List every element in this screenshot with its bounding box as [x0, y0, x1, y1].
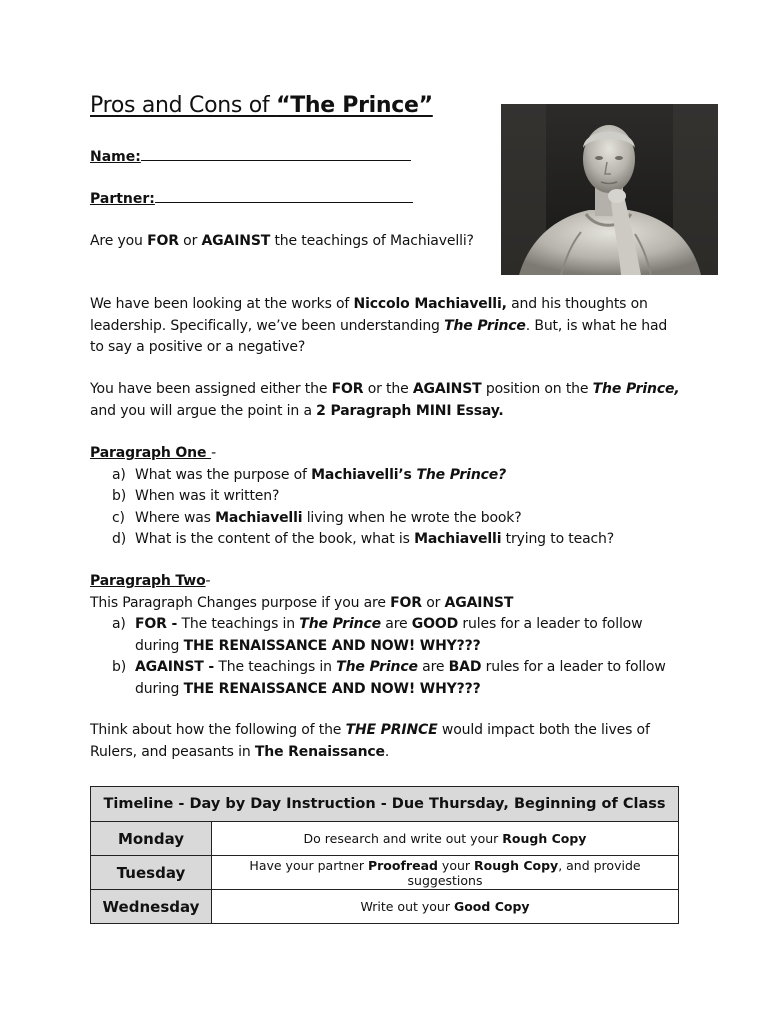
task-cell [212, 856, 679, 890]
task-bold-2: Rough Copy [474, 857, 559, 873]
assign-mini-essay: 2 Paragraph MINI Essay. [316, 402, 504, 419]
think-renaissance: The Renaissance [254, 743, 385, 760]
assign-line-2 [90, 401, 680, 423]
task-cell [212, 890, 679, 924]
intro-the-prince: The Prince [444, 317, 526, 334]
list-item [90, 614, 680, 657]
intro-t1: We have been looking at the works of [90, 296, 354, 312]
list-item [90, 529, 650, 551]
assign-t2: or the [363, 381, 413, 397]
item-text-2: are [417, 659, 449, 675]
paragraph-two-section [90, 571, 680, 700]
list-marker: a) [112, 466, 126, 483]
item-text-2: living when he wrote the book? [302, 509, 522, 526]
paragraph-one-heading [90, 443, 650, 465]
list-item [90, 465, 650, 487]
task-text-3: , and provide suggestions [407, 857, 641, 888]
p2-heading-text: Paragraph Two [90, 573, 206, 589]
day-cell: Wednesday [91, 890, 212, 924]
assign-against: AGAINST [412, 381, 482, 397]
task-bold: Rough Copy [502, 831, 587, 846]
intro-line-1 [90, 294, 667, 316]
intro-t5: to say a positive or a negative? [90, 339, 306, 355]
item-text: What is the content of the book, what is [135, 531, 415, 547]
item-bold: Machiavelli’s [311, 466, 417, 483]
task-text-2: your [437, 857, 475, 873]
p2-intro-t2: or [421, 594, 445, 611]
assign-the-prince: The Prince, [592, 381, 680, 397]
intro-t3: leadership. Specifically, we’ve been understanding [90, 317, 445, 334]
list-item [90, 486, 650, 508]
list-item [90, 508, 650, 530]
title-bold: “The Prince” [276, 93, 433, 118]
statue-illustration [501, 104, 718, 275]
item-text: Where was [135, 509, 216, 526]
assign-t1: You have been assigned either the [90, 381, 332, 397]
list-marker: c) [112, 509, 125, 526]
item-text-2: are [380, 616, 412, 632]
intro-machiavelli: Niccolo Machiavelli, [353, 296, 507, 312]
question-t2: or [178, 233, 202, 249]
think-line-1 [90, 720, 650, 742]
task-text: Have your partner [249, 857, 368, 873]
p2-intro-for: FOR [390, 594, 422, 611]
question-text [90, 231, 474, 253]
item-text: The teachings in [177, 616, 300, 632]
item-line-1 [135, 657, 680, 679]
task-bold: Proofread [367, 857, 438, 873]
item-text: When was it written? [135, 488, 280, 504]
p2-intro-against: AGAINST [444, 594, 514, 611]
paragraph-two-list [90, 614, 680, 700]
question-t1: Are you [90, 233, 148, 249]
partner-label: Partner: [90, 191, 155, 207]
day-cell: Tuesday [91, 856, 212, 890]
name-blank-line[interactable] [141, 146, 411, 161]
name-field[interactable] [90, 146, 411, 165]
assignment-paragraph [90, 379, 680, 422]
item-bold-italic: The Prince? [416, 466, 507, 483]
item-line-2 [135, 636, 680, 658]
intro-paragraph [90, 294, 667, 359]
assign-for: FOR [331, 381, 364, 397]
item-bold: Machiavelli [414, 531, 502, 547]
think-t1: Think about how the following of the [90, 722, 346, 738]
item-text-3: rules for a leader to follow [481, 659, 666, 675]
question-against: AGAINST [201, 233, 271, 249]
assign-t3: position on the [481, 381, 593, 397]
think-t4: . [384, 743, 390, 760]
assign-t4: and you will argue the point in a [90, 402, 317, 419]
list-marker: a) [112, 616, 126, 632]
timeline-table [90, 786, 679, 924]
title-prefix: Pros and Cons of [90, 93, 277, 118]
item-renaissance: THE RENAISSANCE AND NOW! WHY??? [183, 637, 481, 654]
table-row [91, 856, 679, 890]
item-text-2: trying to teach? [501, 531, 615, 547]
name-label: Name: [90, 149, 141, 165]
partner-field[interactable] [90, 188, 413, 207]
machiavelli-statue-photo [501, 104, 718, 275]
question-t3: the teachings of Machiavelli? [270, 233, 474, 249]
day-cell: Monday [91, 822, 212, 856]
item-bad: BAD [448, 659, 482, 675]
p1-heading-dash: - [211, 445, 216, 461]
item-renaissance: THE RENAISSANCE AND NOW! WHY??? [183, 680, 481, 697]
item-good: GOOD [411, 616, 459, 632]
think-line-2 [90, 742, 650, 764]
item-text: The teachings in [214, 659, 337, 675]
list-marker: d) [112, 531, 127, 547]
task-text: Write out your [360, 899, 454, 914]
p2-intro-t1: This Paragraph Changes purpose if you are [90, 594, 391, 611]
item-the-prince: The Prince [336, 659, 418, 675]
item-during: during [135, 637, 184, 654]
intro-t4: . But, is what he had [525, 317, 668, 334]
task-text: Do research and write out your [303, 831, 503, 846]
paragraph-two-heading [90, 571, 680, 593]
list-marker: b) [112, 659, 127, 675]
item-against-label: AGAINST - [135, 659, 215, 675]
think-the-prince: THE PRINCE [345, 722, 438, 738]
item-for-label: FOR - [135, 616, 178, 632]
item-during: during [135, 680, 184, 697]
item-the-prince: The Prince [299, 616, 381, 632]
item-text-3: rules for a leader to follow [458, 616, 643, 632]
think-paragraph [90, 720, 650, 763]
table-row [91, 822, 679, 856]
paragraph-two-intro [90, 593, 680, 615]
p1-heading-text: Paragraph One [90, 445, 212, 461]
list-marker: b) [112, 488, 127, 504]
intro-t2: and his thoughts on [506, 296, 648, 312]
list-item [90, 657, 680, 700]
assign-line-1 [90, 379, 680, 401]
paragraph-one-section [90, 443, 650, 551]
think-t3: Rulers, and peasants in [90, 743, 255, 760]
partner-blank-line[interactable] [155, 188, 413, 203]
item-line-1 [135, 614, 680, 636]
intro-line-2 [90, 316, 667, 338]
question-for: FOR [147, 233, 179, 249]
timeline-header: Timeline - Day by Day Instruction - Due Thursday, Beginning of Class [91, 787, 679, 822]
item-line-2 [135, 679, 680, 701]
table-header-row [91, 787, 679, 822]
intro-line-3 [90, 337, 667, 359]
task-bold: Good Copy [453, 899, 530, 914]
item-bold: Machiavelli [215, 509, 303, 526]
p2-heading-dash: - [205, 573, 211, 589]
think-t2: would impact both the lives of [437, 722, 650, 738]
table-row [91, 890, 679, 924]
item-text: What was the purpose of [135, 466, 312, 483]
task-cell [212, 822, 679, 856]
paragraph-one-list [90, 465, 650, 551]
page-title [90, 92, 433, 120]
